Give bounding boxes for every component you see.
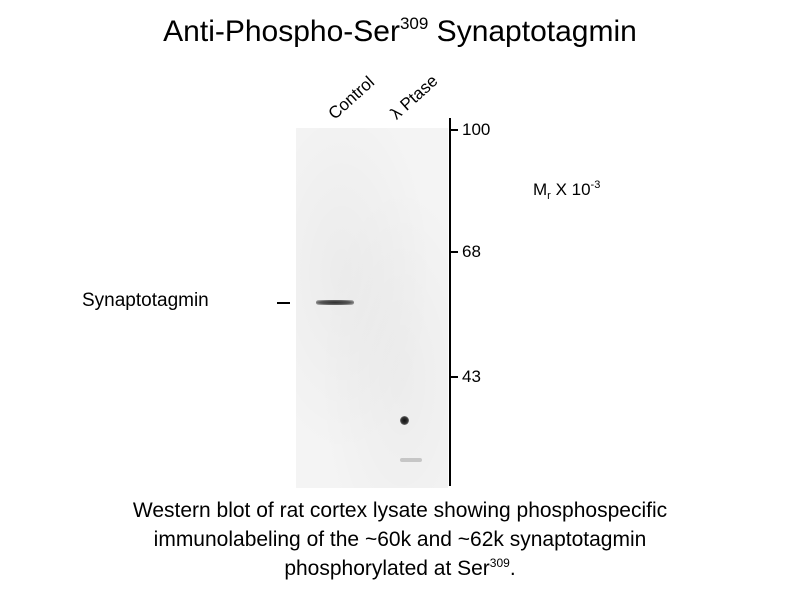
axis-title-exponent: -3: [590, 179, 601, 191]
axis-title-mid: X 10: [550, 180, 591, 199]
axis-title-subscript: r: [547, 190, 551, 202]
title-text: Anti-Phospho-Ser: [163, 15, 400, 48]
caption-line-3-end: .: [509, 557, 516, 580]
figure-caption: [0, 496, 800, 583]
tick-mark-100: [449, 129, 458, 131]
axis-title-main: M: [533, 180, 548, 199]
marker-axis-line: [449, 118, 451, 486]
lane-label-ptase: λ Ptase: [386, 71, 442, 124]
caption-line-3: [0, 554, 800, 583]
figure-title: [0, 12, 800, 52]
caption-line-1: Western blot of rat cortex lysate showing phosphospecific: [132, 499, 668, 522]
tick-label-68: 68: [462, 242, 481, 261]
title-superscript: 309: [399, 14, 429, 33]
lane-label-control: Control: [324, 72, 379, 124]
band-label: Synaptotagmin: [82, 290, 209, 311]
band-label-pointer: [277, 302, 290, 304]
caption-superscript: 309: [489, 556, 510, 570]
synaptotagmin-band: [316, 300, 354, 305]
western-blot-image: [296, 128, 448, 488]
blot-spot: [400, 416, 409, 425]
blot-smudge: [400, 458, 422, 462]
axis-title: [533, 180, 600, 202]
title-suffix: Synaptotagmin: [428, 15, 637, 48]
tick-mark-68: [449, 251, 458, 253]
tick-label-43: 43: [462, 367, 481, 386]
tick-mark-43: [449, 376, 458, 378]
tick-label-100: 100: [462, 120, 491, 139]
caption-line-3-text: phosphorylated at Ser: [284, 557, 490, 580]
caption-line-2: immunolabeling of the ~60k and ~62k synaptotagmin: [153, 528, 647, 551]
